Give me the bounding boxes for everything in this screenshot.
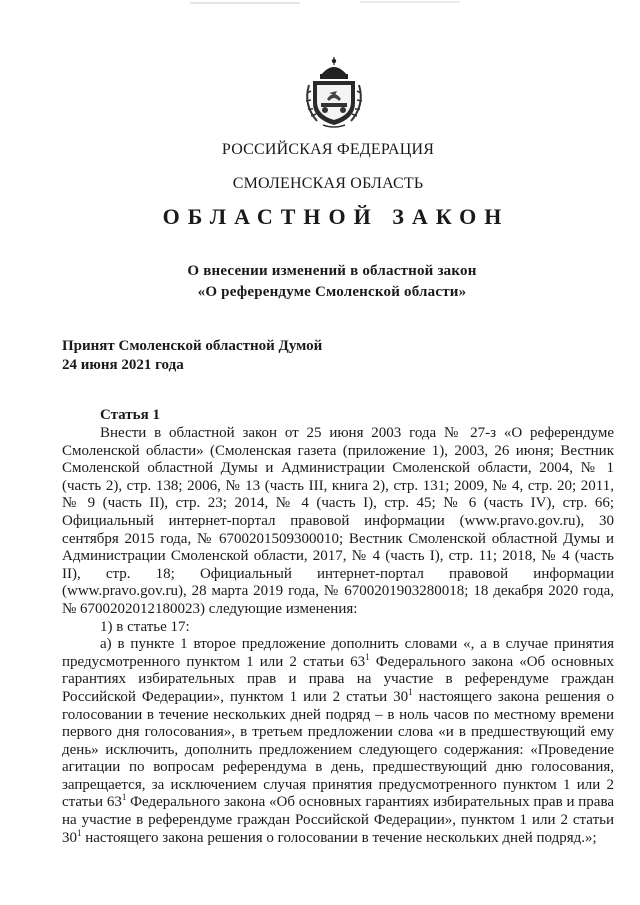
law-title-line-1: О внесении изменений в областной закон <box>187 263 477 279</box>
article-intro-paragraph: Внести в областной закон от 25 июня 2003 года № 27-з «О референдуме Смоленской области» (Смоленская газета (приложение 1), 2003, 26 июня; Вестник Смоленской областной Думы и Администрации Смоленской области, 2004, № 1 (часть 2), стр. 138; 2006, № 13 (часть III, книга 2), стр. 131; 2009, № 4, стр. 20; 2011, № 9 (часть II), стр. 23; 2014, № 4 (часть I), стр. 45; № 6 (часть IV), стр. 66; Официальный интернет-портал правовой информации (www.pravo.gov.ru), 30 сентября 2015 года, № 6700201509300010; Вестник Смоленской областной Думы и Администрации Смоленской области, 2017, № 4 (часть I), стр. 11; 2018, № 4 (часть II), стр. 18; Официальный интернет-портал правовой информации (www.pravo.gov.ru), 28 марта 2019 года, № 6700201903280018; 18 декабря 2020 года, № 6700202012180023) следующие изменения: <box>62 425 614 617</box>
superscript-4: 1 <box>77 827 82 838</box>
adoption-body: Принят Смоленской областной Думой <box>62 338 323 354</box>
adoption-date: 24 июня 2021 года <box>62 357 184 373</box>
item-a-text-part4: Федерального закона «Об основных гарантиях избирательных прав и права на участие в референдуме граждан Российской Федерации», пунктом 1 или 2 статьи 30 <box>62 794 614 846</box>
article-heading: Статья 1 <box>100 407 160 423</box>
law-title-line-2: «О референдуме Смоленской области» <box>197 284 467 300</box>
item-a-text-part1: а) в пункте 1 второе предложение дополнить словами «, а в случае принятия предусмотренного пунктом 1 или 2 статьи 63 <box>62 636 614 670</box>
item-a-text-part2: Федерального закона «Об основных гарантиях избирательных прав и права на участие в референдуме граждан Российской Федерации», пунктом 1 или 2 статьи 30 <box>62 653 614 705</box>
coat-of-arms-icon <box>299 55 369 129</box>
article-body <box>62 425 614 847</box>
superscript-2: 1 <box>408 686 413 697</box>
item-a-text-part5: настоящего закона решения о голосовании в течение нескольких дней подряд.»; <box>81 829 597 846</box>
law-type-heading: ОБЛАСТНОЙ ЗАКОН <box>162 204 510 229</box>
item-a-paragraph <box>62 636 614 847</box>
superscript-1: 1 <box>365 651 370 662</box>
superscript-3: 1 <box>121 792 127 803</box>
item-1-paragraph: 1) в статье 17: <box>100 618 190 635</box>
country-heading: РОССИЙСКАЯ ФЕДЕРАЦИЯ <box>221 141 435 158</box>
scan-edge-marks <box>0 0 640 10</box>
item-a-text-part3: настоящего закона решения о голосовании в течение нескольких дней подряд – в ноль часов по местному времени первого дня голосования», в третьем предложении слова «и в предшествующий ему день» исключить, дополнить предложением следующего содержания: «Проведение агитации по вопросам референдума в день, предшествующий дню голосования, запрещается, за исключением случая принятия предусмотренного пунктом 1 или 2 статьи 63 <box>62 688 614 811</box>
region-heading: СМОЛЕНСКАЯ ОБЛАСТЬ <box>232 175 424 192</box>
